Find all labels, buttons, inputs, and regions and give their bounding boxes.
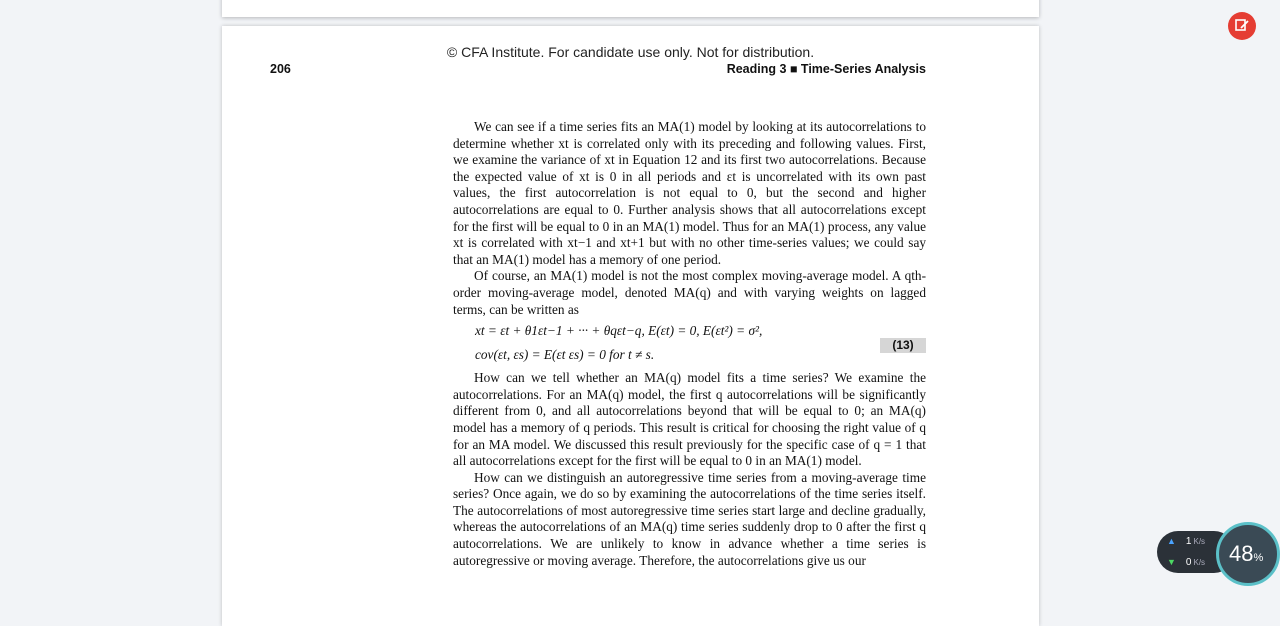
equation-line-2: cov(εt, εs) = E(εt εs) = 0 for t ≠ s. <box>475 347 655 363</box>
paragraph: How can we tell whether an MA(q) model fits a time series? We examine the autocorrelations. For an MA(q) model, the first q autocorrelations will be significantly different from 0, and all autocorrelations beyond that will be equal to 0; an MA(q) model has a memory of q periods. This result is critical for choosing the right value of q for an MA model. We discussed this result previously for the specific case of q = 1 that all autocorrelations except for the first will be equal to 0 in an MA(1) model. <box>453 370 926 469</box>
running-head: Reading 3 ■ Time-Series Analysis <box>726 62 926 76</box>
pencil-icon <box>1234 18 1250 34</box>
watermark: © CFA Institute. For candidate use only. Not for distribution. <box>446 44 815 60</box>
pdf-page <box>222 26 1039 626</box>
equation-13 <box>453 322 926 368</box>
page-number: 206 <box>270 62 291 76</box>
download-arrow-icon: ▼ <box>1167 557 1176 567</box>
equation-number: (13) <box>880 338 926 353</box>
upload-arrow-icon: ▲ <box>1167 536 1176 546</box>
usage-gauge[interactable]: 48% <box>1216 522 1280 586</box>
previous-page <box>222 0 1039 17</box>
paragraph: We can see if a time series fits an MA(1) model by looking at its autocorrelations to determine whether xt is correlated only with its preceding and following values. First, we examine the variance of xt in Equation 12 and its first two autocorrelations. Because the expected value of xt is 0 in all periods and εt is uncorrelated with its own past values, the first autocorrelation is not equal to 0, but the second and higher autocorrelations are equal to 0. Further analysis shows that all autocorrelations except for the first will be equal to 0 in an MA(1) model. Thus for an MA(1) process, any value xt is correlated with xt−1 and xt+1 but with no other time-series values; we could say that an MA(1) model has a memory of one period. <box>453 119 926 267</box>
equation-line-1: xt = εt + θ1εt−1 + ··· + θqεt−q, E(εt) = 0, E(εt²) = σ², <box>475 323 763 339</box>
download-speed: ▼ 0 K/s <box>1167 557 1206 568</box>
paragraph: How can we distinguish an autoregressive time series from a moving-average time series? Once again, we do so by examining the autocorrelations of the time series itself. The autocorrelations of most autoregressive time series start large and decline gradually, whereas the autocorrelations of an MA(q) time series suddenly drop to 0 after the first q autocorrelations. We are unlikely to know in advance whether a time series is autoregressive or moving average. Therefore, the autocorrelations give us our <box>453 469 926 568</box>
edit-extension-icon[interactable] <box>1228 12 1256 40</box>
upload-speed: ▲ 1 K/s <box>1167 536 1206 547</box>
body-text <box>453 119 926 569</box>
paragraph: Of course, an MA(1) model is not the most complex moving-average model. A qth-order moving-average model, denoted MA(q) and with varying weights on lagged terms, can be written as <box>453 268 926 317</box>
